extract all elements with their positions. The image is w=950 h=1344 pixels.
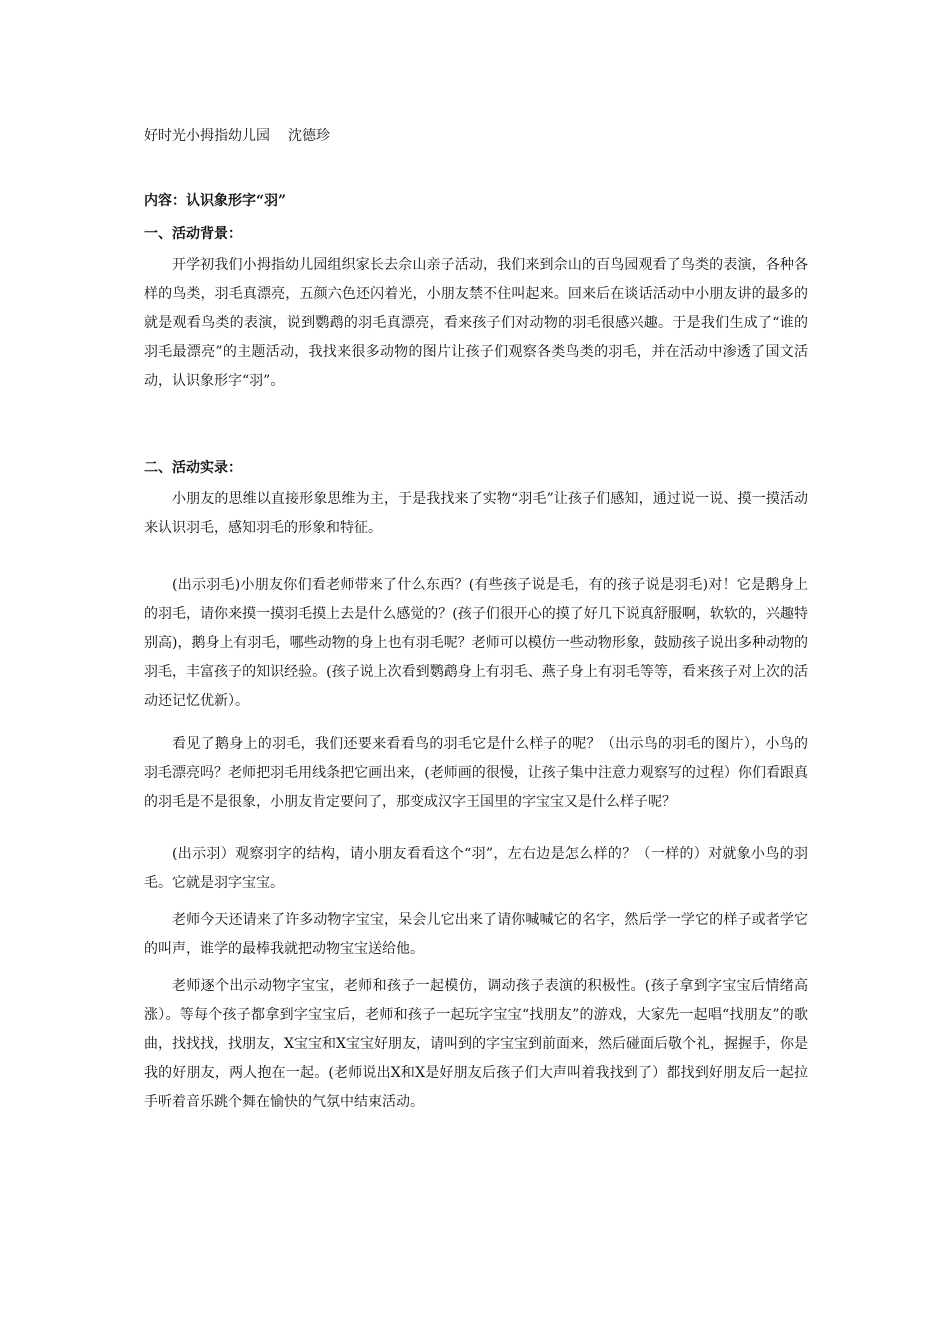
author-line: [144, 126, 330, 146]
record-paragraph-4: (出示羽）观察羽字的结构，请小朋友看看这个“羽”，左右边是怎么样的？（一样的）对就象小鸟的羽毛。它就是羽字宝宝。: [144, 846, 808, 891]
background-paragraph: 开学初我们小拇指幼儿园组织家长去佘山亲子活动，我们来到佘山的百鸟园观看了鸟类的表演，各种各样的鸟类，羽毛真漂亮，五颜六色还闪着光，小朋友禁不住叫起来。回来后在谈话活动中小朋友讲的最多的就是观看鸟类的表演，说到鹦鹉的羽毛真漂亮，看来孩子们对动物的羽毛很感兴趣。于是我们生成了“谁的羽毛最漂亮”的主题活动，我找来很多动物的图片让孩子们观察各类鸟类的羽毛，并在活动中渗透了国文活动，认识象形字“羽”。: [144, 257, 808, 389]
record-paragraph-2: (出示羽毛)小朋友你们看老师带来了什么东西？(有些孩子说是毛，有的孩子说是羽毛)对！它是鹅身上的羽毛，请你来摸一摸羽毛摸上去是什么感觉的？(孩子们很开心的摸了好几下说真舒服啊，软软的，兴趣特别高)，鹅身上有羽毛，哪些动物的身上也有羽毛呢？老师可以模仿一些动物形象，鼓励孩子说出多种动物的羽毛，丰富孩子的知识经验。(孩子说上次看到鹦鹉身上有羽毛、燕子身上有羽毛等等，看来孩子对上次的活动还记忆优新）。: [144, 577, 808, 709]
section-heading-background: 一、活动背景：: [144, 226, 242, 242]
record-paragraph-1: 小朋友的思维以直接形象思维为主，于是我找来了实物“羽毛”让孩子们感知，通过说一说、摸一摸活动来认识羽毛，感知羽毛的形象和特征。: [144, 491, 808, 536]
school-name: 好时光小拇指幼儿园: [144, 128, 270, 144]
content-title: 内容：认识象形字“羽”: [144, 193, 287, 209]
record-paragraph-6: 老师逐个出示动物字宝宝，老师和孩子一起模仿，调动孩子表演的积极性。(孩子拿到字宝宝后情绪高涨）。等每个孩子都拿到字宝宝后，老师和孩子一起玩字宝宝“找朋友”的游戏，大家先一起唱“找朋友”的歌曲，找找找，找朋友，X宝宝和X宝宝好朋友，请叫到的字宝宝到前面来，然后碰面后敬个礼，握握手，你是我的好朋友，两人抱在一起。(老师说出X和X是好朋友后孩子们大声叫着我找到了）都找到好朋友后一起拉手听着音乐跳个舞在愉快的气氛中结束活动。: [144, 978, 808, 1110]
teacher-name: 沈德珍: [288, 128, 330, 144]
record-paragraph-5: 老师今天还请来了许多动物字宝宝，呆会儿它出来了请你喊喊它的名字，然后学一学它的样子或者学它的叫声，谁学的最棒我就把动物宝宝送给他。: [144, 912, 808, 957]
section-heading-record: 二、活动实录：: [144, 460, 242, 476]
record-paragraph-3: 看见了鹅身上的羽毛，我们还要来看看鸟的羽毛它是什么样子的呢？（出示鸟的羽毛的图片），小鸟的羽毛漂亮吗？老师把羽毛用线条把它画出来，(老师画的很慢，让孩子集中注意力观察写的过程）你们看跟真的羽毛是不是很象，小朋友肯定要问了，那变成汉字王国里的字宝宝又是什么样子呢？: [144, 736, 808, 810]
